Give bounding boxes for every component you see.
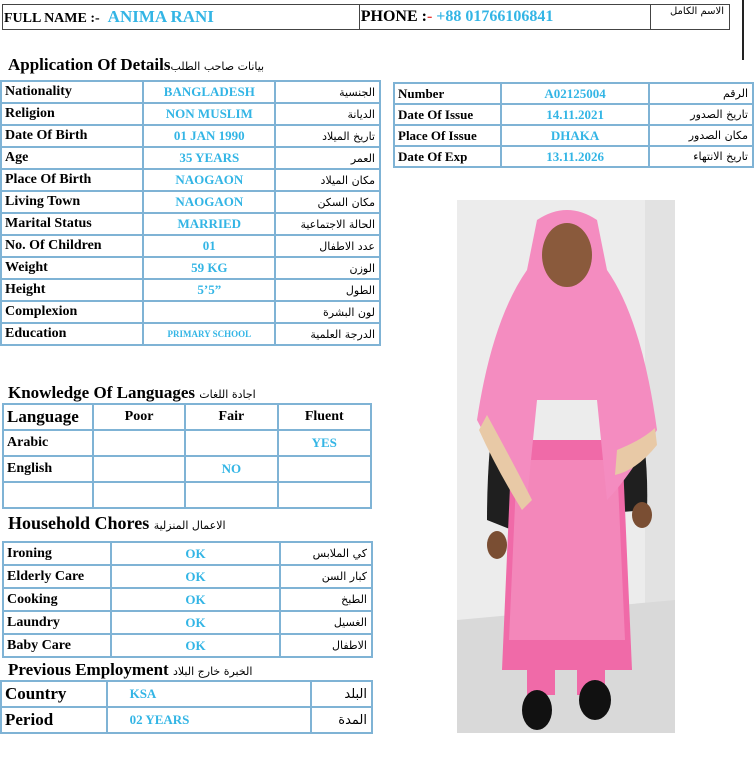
chore-row bbox=[3, 588, 372, 611]
language-name: Arabic bbox=[3, 430, 93, 456]
application-value bbox=[143, 301, 275, 323]
employment-title-ar: الخبرة خارج البلاد bbox=[172, 665, 253, 678]
languages-header: Fair bbox=[185, 404, 277, 430]
application-label: Date Of Birth bbox=[1, 125, 143, 147]
chore-value: OK bbox=[111, 611, 281, 634]
application-value: 01 JAN 1990 bbox=[143, 125, 275, 147]
full-name-label: FULL NAME :- bbox=[4, 11, 100, 26]
languages-table bbox=[2, 403, 372, 509]
passport-label-ar: تاريخ الصدور bbox=[649, 104, 753, 125]
chore-label: Cooking bbox=[3, 588, 111, 611]
phone-cell bbox=[359, 5, 650, 30]
application-row bbox=[1, 103, 380, 125]
chore-row bbox=[3, 542, 372, 565]
chores-title-en: Household Chores bbox=[8, 513, 150, 533]
languages-row bbox=[3, 456, 371, 482]
language-fluent: YES bbox=[278, 430, 371, 456]
passport-value: A02125004 bbox=[501, 83, 650, 104]
passport-value: DHAKA bbox=[501, 125, 650, 146]
application-title-ar: بيانات صاحب الطلب bbox=[170, 60, 265, 73]
chores-title-ar: الاعمال المنزلية bbox=[153, 519, 226, 532]
passport-value: 14.11.2021 bbox=[501, 104, 650, 125]
application-label: Weight bbox=[1, 257, 143, 279]
passport-label-ar: الرقم bbox=[649, 83, 753, 104]
chore-value: OK bbox=[111, 634, 281, 657]
languages-header: Fluent bbox=[278, 404, 371, 430]
application-label-ar: عدد الاطفال bbox=[275, 235, 380, 257]
language-fair: NO bbox=[185, 456, 277, 482]
application-row bbox=[1, 169, 380, 191]
phone-dash: - bbox=[426, 8, 433, 25]
passport-row bbox=[394, 125, 753, 146]
chore-label-ar: الغسيل bbox=[280, 611, 372, 634]
passport-label-ar: تاريخ الانتهاء bbox=[649, 146, 753, 167]
application-label-ar: الدرجة العلمية bbox=[275, 323, 380, 345]
application-value: 59 KG bbox=[143, 257, 275, 279]
application-value: 35 YEARS bbox=[143, 147, 275, 169]
chore-label-ar: كبار السن bbox=[280, 565, 372, 588]
chore-value: OK bbox=[111, 588, 281, 611]
languages-row bbox=[3, 482, 371, 508]
application-row bbox=[1, 235, 380, 257]
chore-label: Baby Care bbox=[3, 634, 111, 657]
application-label-ar: لون البشرة bbox=[275, 301, 380, 323]
application-label-ar: الديانة bbox=[275, 103, 380, 125]
language-name bbox=[3, 482, 93, 508]
passport-label: Date Of Issue bbox=[394, 104, 501, 125]
employment-row bbox=[1, 707, 372, 733]
application-value: PRIMARY SCHOOL bbox=[143, 323, 275, 345]
application-label: Complexion bbox=[1, 301, 143, 323]
header-right-divider bbox=[742, 0, 744, 60]
chores-title bbox=[8, 513, 226, 534]
chore-value: OK bbox=[111, 565, 281, 588]
passport-table bbox=[393, 82, 754, 168]
application-label: Age bbox=[1, 147, 143, 169]
application-label-ar: الجنسية bbox=[275, 81, 380, 103]
language-poor bbox=[93, 430, 185, 456]
language-name: English bbox=[3, 456, 93, 482]
chore-label: Elderly Care bbox=[3, 565, 111, 588]
employment-label-ar: البلد bbox=[311, 681, 372, 707]
languages-header: Poor bbox=[93, 404, 185, 430]
application-label: Place Of Birth bbox=[1, 169, 143, 191]
languages-title-ar: اجادة اللغات bbox=[199, 388, 256, 401]
chore-row bbox=[3, 634, 372, 657]
employment-title-en: Previous Employment bbox=[8, 660, 169, 679]
phone-value: +88 01766106841 bbox=[436, 8, 554, 25]
application-row bbox=[1, 125, 380, 147]
application-label: Education bbox=[1, 323, 143, 345]
application-row bbox=[1, 147, 380, 169]
passport-row bbox=[394, 104, 753, 125]
application-value: BANGLADESH bbox=[143, 81, 275, 103]
name-ar-label: الاسم الكامل bbox=[669, 6, 724, 17]
languages-row bbox=[3, 430, 371, 456]
full-name-cell bbox=[3, 5, 360, 30]
chores-table bbox=[2, 541, 373, 658]
application-row bbox=[1, 213, 380, 235]
candidate-photo bbox=[457, 200, 675, 733]
passport-row bbox=[394, 146, 753, 167]
application-label-ar: تاريخ الميلاد bbox=[275, 125, 380, 147]
application-label: Marital Status bbox=[1, 213, 143, 235]
employment-label: Period bbox=[1, 707, 107, 733]
chore-label: Laundry bbox=[3, 611, 111, 634]
application-row bbox=[1, 279, 380, 301]
application-row bbox=[1, 191, 380, 213]
application-title bbox=[8, 55, 264, 75]
application-title-en: Application Of Details bbox=[8, 55, 171, 74]
employment-value: 02 YEARS bbox=[107, 707, 312, 733]
employment-value: KSA bbox=[107, 681, 312, 707]
language-poor bbox=[93, 456, 185, 482]
application-label-ar: مكان الميلاد bbox=[275, 169, 380, 191]
employment-table bbox=[0, 680, 373, 734]
application-label: Nationality bbox=[1, 81, 143, 103]
application-label: No. Of Children bbox=[1, 235, 143, 257]
language-fair bbox=[185, 482, 277, 508]
name-ar-cell bbox=[651, 5, 730, 30]
employment-row bbox=[1, 681, 372, 707]
application-value: 01 bbox=[143, 235, 275, 257]
employment-label: Country bbox=[1, 681, 107, 707]
application-value: MARRIED bbox=[143, 213, 275, 235]
chore-row bbox=[3, 611, 372, 634]
languages-title-en: Knowledge Of Languages bbox=[8, 383, 196, 402]
application-row bbox=[1, 301, 380, 323]
application-label-ar: الحالة الاجتماعية bbox=[275, 213, 380, 235]
passport-label-ar: مكان الصدور bbox=[649, 125, 753, 146]
employment-label-ar: المدة bbox=[311, 707, 372, 733]
chore-label-ar: كي الملابس bbox=[280, 542, 372, 565]
passport-label: Place Of Issue bbox=[394, 125, 501, 146]
application-value: NAOGAON bbox=[143, 169, 275, 191]
chore-label-ar: الطبخ bbox=[280, 588, 372, 611]
application-row bbox=[1, 81, 380, 103]
language-fair bbox=[185, 430, 277, 456]
application-label: Height bbox=[1, 279, 143, 301]
application-row bbox=[1, 257, 380, 279]
full-name-value: ANIMA RANI bbox=[107, 7, 214, 26]
employment-title bbox=[8, 660, 252, 680]
languages-header: Language bbox=[3, 404, 93, 430]
application-table bbox=[0, 80, 381, 346]
application-label-ar: الوزن bbox=[275, 257, 380, 279]
passport-row bbox=[394, 83, 753, 104]
application-value: NON MUSLIM bbox=[143, 103, 275, 125]
passport-value: 13.11.2026 bbox=[501, 146, 650, 167]
application-value: NAOGAON bbox=[143, 191, 275, 213]
languages-header-row bbox=[3, 404, 371, 430]
application-label-ar: الطول bbox=[275, 279, 380, 301]
chore-label-ar: الاطفال bbox=[280, 634, 372, 657]
chore-row bbox=[3, 565, 372, 588]
header-bar bbox=[2, 4, 730, 30]
phone-label: PHONE : bbox=[360, 8, 427, 25]
chore-label: Ironing bbox=[3, 542, 111, 565]
application-row bbox=[1, 323, 380, 345]
language-fluent bbox=[278, 482, 371, 508]
passport-label: Date Of Exp bbox=[394, 146, 501, 167]
language-poor bbox=[93, 482, 185, 508]
application-label: Living Town bbox=[1, 191, 143, 213]
chore-value: OK bbox=[111, 542, 281, 565]
application-value: 5’5” bbox=[143, 279, 275, 301]
application-label: Religion bbox=[1, 103, 143, 125]
person-figure bbox=[457, 200, 675, 733]
languages-title bbox=[8, 383, 256, 403]
language-fluent bbox=[278, 456, 371, 482]
application-label-ar: العمر bbox=[275, 147, 380, 169]
passport-label: Number bbox=[394, 83, 501, 104]
application-label-ar: مكان السكن bbox=[275, 191, 380, 213]
